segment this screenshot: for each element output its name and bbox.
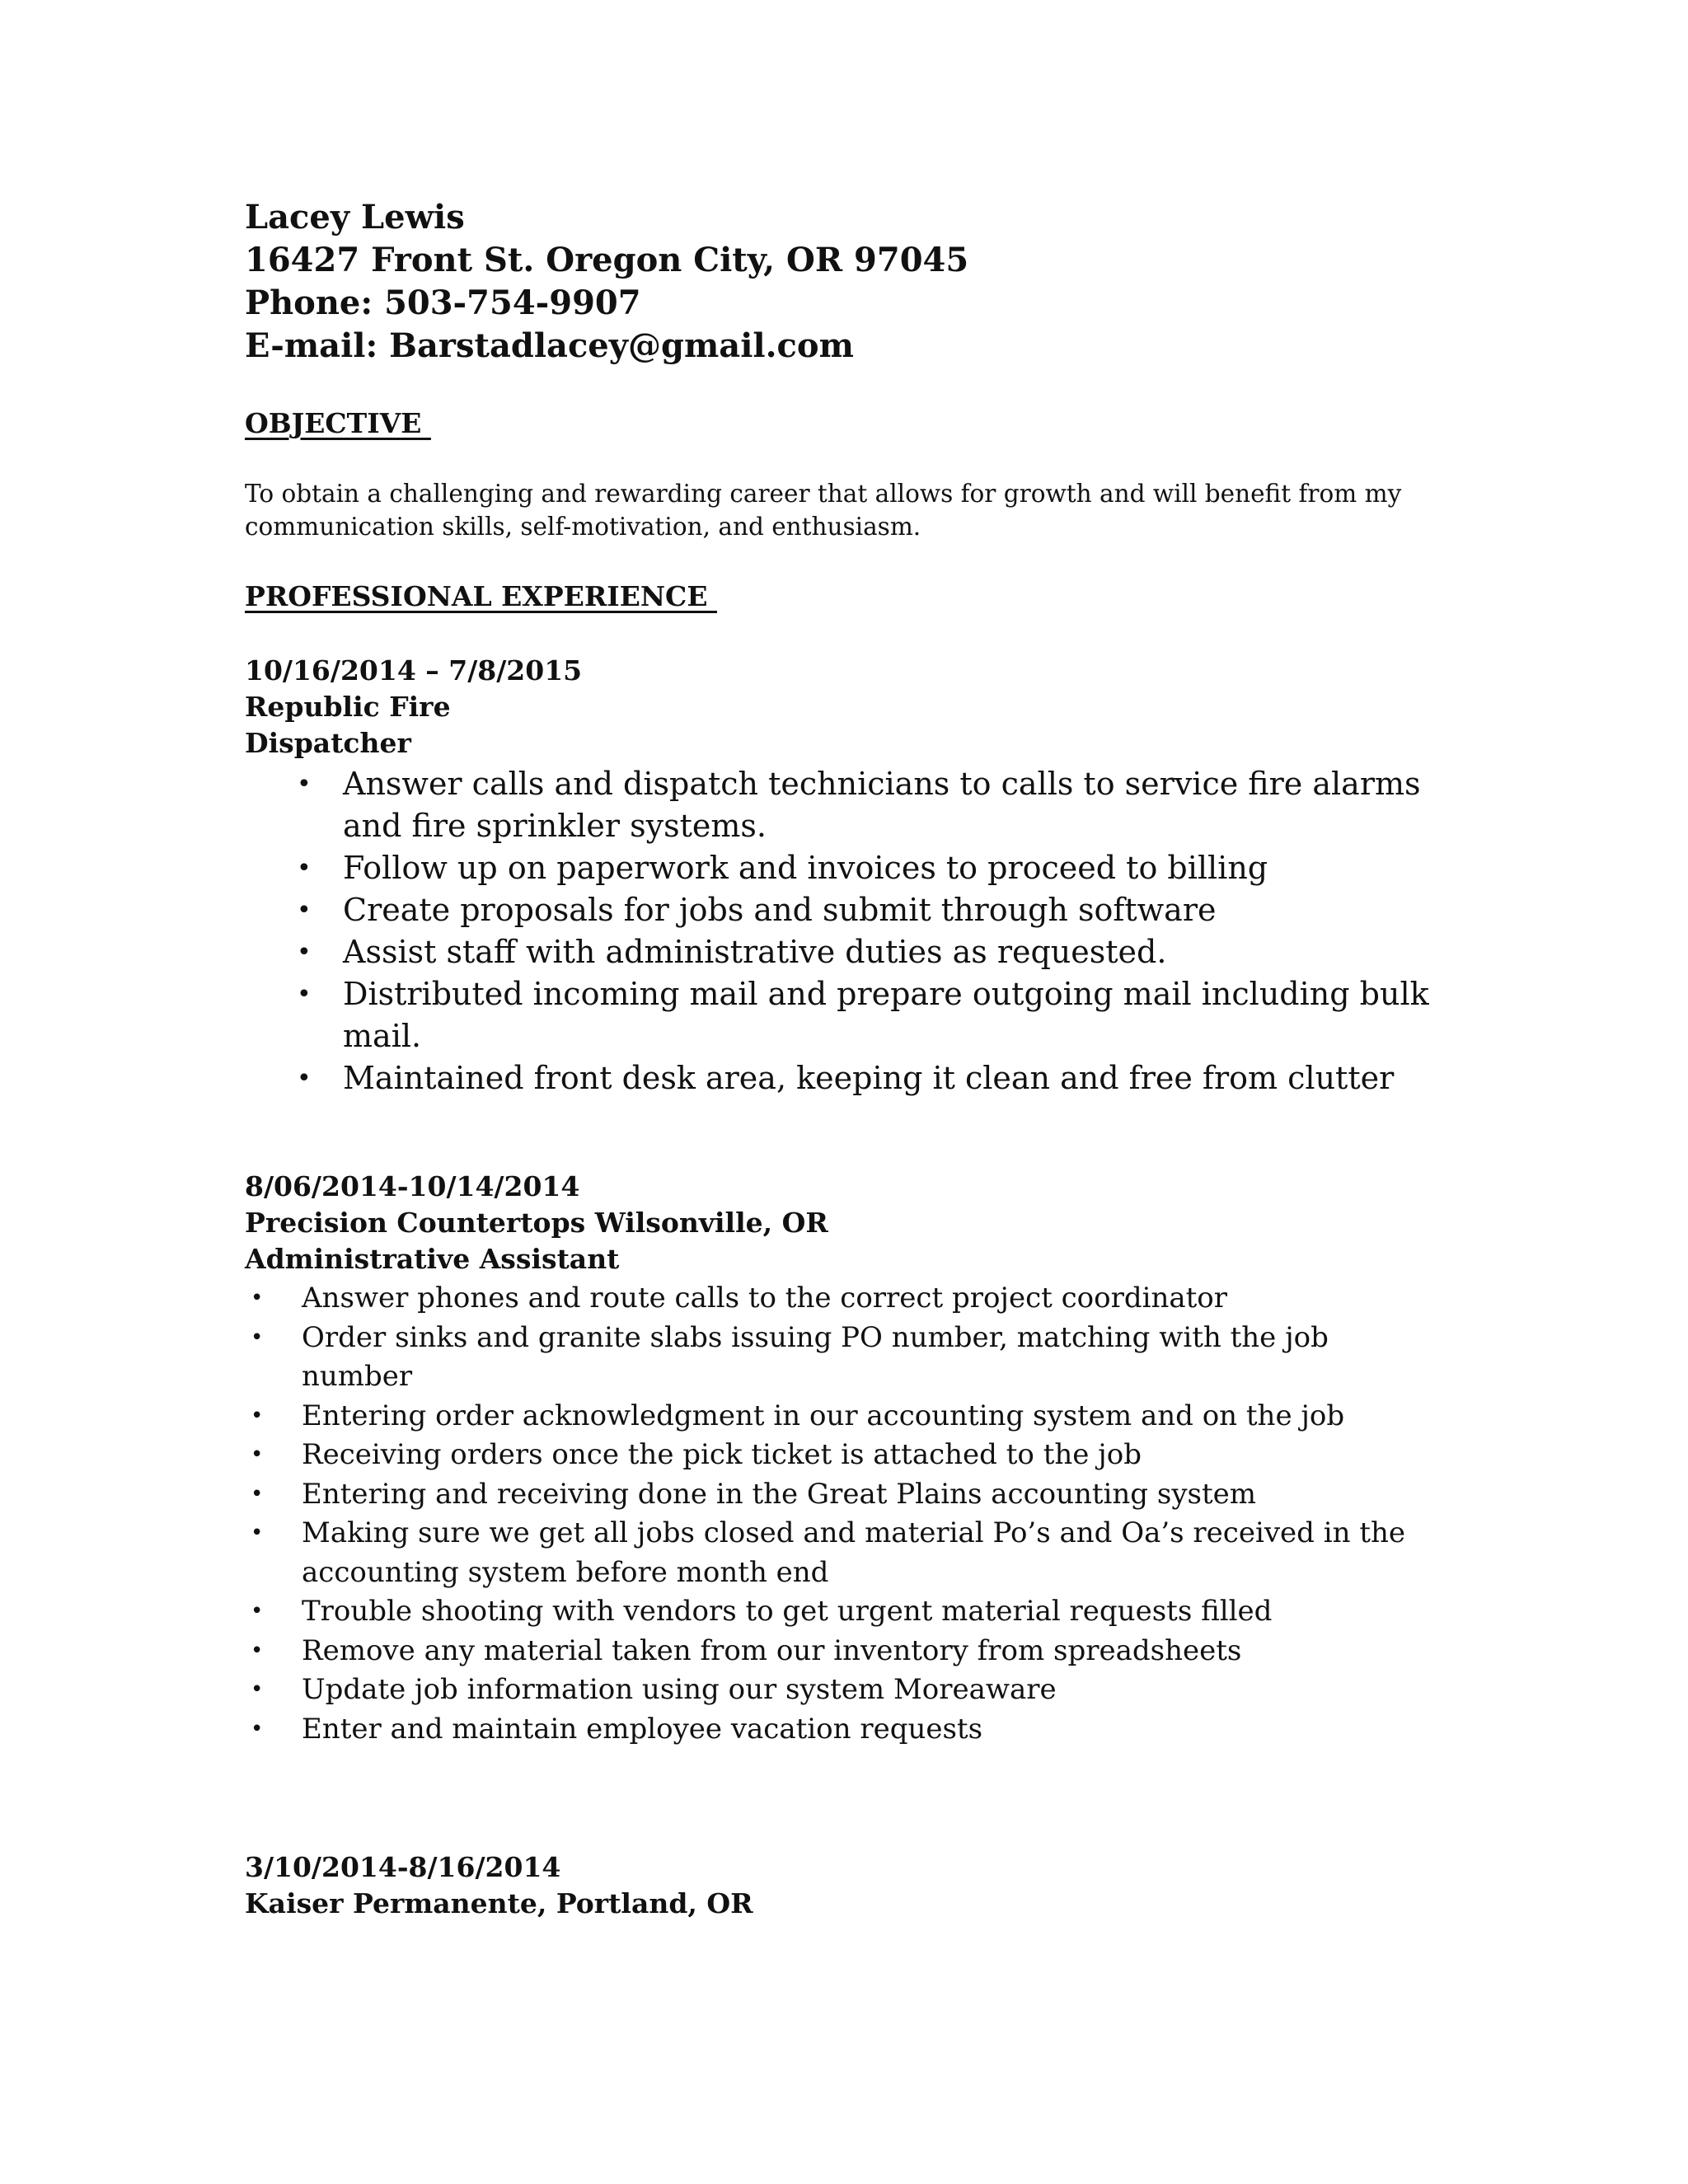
job-1-title: Dispatcher (245, 727, 411, 759)
list-item: • Follow up on paperwork and invoices to proceed to billing (297, 847, 1451, 889)
list-item: • Entering order acknowledgment in our accounting system and on the job (251, 1397, 1446, 1436)
list-item: • Create proposals for jobs and submit through software (297, 889, 1451, 931)
bullet-icon: • (297, 1064, 312, 1093)
bullet-icon: • (251, 1521, 264, 1545)
list-item: • Entering and receiving done in the Great Plains accounting system (251, 1475, 1446, 1515)
bullet-icon: • (251, 1599, 264, 1624)
bullet-icon: • (251, 1481, 264, 1507)
bullet-icon: • (297, 938, 312, 967)
job-3-dates: 3/10/2014-8/16/2014 (245, 1851, 561, 1883)
experience-heading: PROFESSIONAL EXPERIENCE (245, 580, 717, 612)
objective-heading: OBJECTIVE (245, 407, 431, 439)
job-2-title: Administrative Assistant (245, 1243, 620, 1275)
applicant-phone: Phone: 503-754-9907 (245, 284, 641, 322)
job-3-company: Kaiser Permanente, Portland, OR (245, 1887, 753, 1919)
bullet-icon: • (297, 980, 312, 1009)
job-2-duties-list (251, 1279, 1446, 1749)
applicant-name: Lacey Lewis (245, 198, 465, 237)
list-item: • Answer phones and route calls to the correct project coordinator (251, 1279, 1446, 1319)
bullet-icon: • (251, 1442, 264, 1467)
job-1-dates: 10/16/2014 – 7/8/2015 (245, 654, 583, 687)
bullet-icon: • (297, 770, 312, 799)
bullet-icon: • (251, 1638, 264, 1663)
bullet-icon: • (251, 1403, 264, 1428)
list-item: • Assist staff with administrative duties as requested. (297, 931, 1451, 973)
bullet-icon: • (297, 896, 312, 925)
job-1-duties-list (297, 763, 1451, 1099)
list-item: • Distributed incoming mail and prepare outgoing mail including bulk mail. (297, 973, 1451, 1057)
list-item: • Update job information using our system Moreaware (251, 1671, 1446, 1710)
list-item: • Receiving orders once the pick ticket is attached to the job (251, 1436, 1446, 1475)
bullet-icon: • (251, 1716, 264, 1741)
list-item: • Remove any material taken from our inventory from spreadsheets (251, 1632, 1446, 1671)
job-2-dates: 8/06/2014-10/14/2014 (245, 1170, 580, 1202)
applicant-address: 16427 Front St. Oregon City, OR 97045 (245, 241, 969, 279)
list-item: • Making sure we get all jobs closed and material Po’s and Oa’s received in the accounting system before month end (251, 1514, 1446, 1592)
applicant-email: E-mail: Barstadlacey@gmail.com (245, 326, 854, 365)
list-item: • Enter and maintain employee vacation requests (251, 1710, 1446, 1750)
objective-text: To obtain a challenging and rewarding career that allows for growth and will benefit from my communication skills, self-motivation, and enthusiasm. (245, 480, 1402, 541)
job-1-company: Republic Fire (245, 691, 451, 723)
bullet-icon: • (251, 1324, 264, 1350)
bullet-icon: • (251, 1286, 264, 1310)
bullet-icon: • (297, 854, 312, 883)
list-item: • Maintained front desk area, keeping it clean and free from clutter (297, 1057, 1451, 1099)
list-item: • Trouble shooting with vendors to get urgent material requests filled (251, 1592, 1446, 1632)
bullet-icon: • (251, 1677, 264, 1702)
list-item: • Answer calls and dispatch technicians to calls to service fire alarms and fire sprinkler systems. (297, 763, 1451, 847)
job-2-company: Precision Countertops Wilsonville, OR (245, 1207, 828, 1239)
list-item: • Order sinks and granite slabs issuing PO number, matching with the job number (251, 1319, 1446, 1397)
